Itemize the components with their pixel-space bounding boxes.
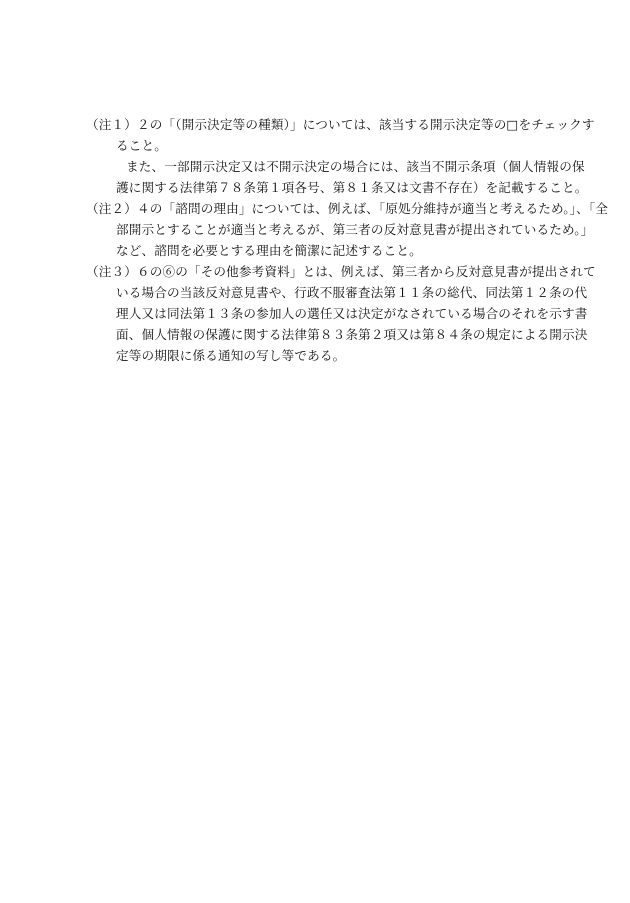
- note-1-line-4: 護に関する法律第７８条第１項各号、第８１条又は文書不存在）を記載すること。: [116, 180, 588, 195]
- note-3-line-2: いる場合の当該反対意見書や、行政不服審査法第１１条の総代、同法第１２条の代: [116, 285, 588, 300]
- note-1-line-1: （注１）２の「（開示決定等の種類）」については、該当する開示決定等の□をチェックす: [86, 117, 595, 132]
- note-2-line-1: （注２）４の「諮問の理由」については、例えば、「原処分維持が適当と考えるため。」、「全: [86, 201, 609, 216]
- note-1: [86, 114, 595, 198]
- note-3-line-4: 面、個人情報の保護に関する法律第８３条第２項又は第８４条の規定による開示決: [116, 327, 588, 342]
- note-2: [86, 198, 609, 261]
- note-2-line-3: など、諮問を必要とする理由を簡潔に記述すること。: [116, 243, 422, 258]
- note-3-line-3: 理人又は同法第１３条の参加人の選任又は決定がなされている場合のそれを示す書: [116, 306, 588, 321]
- note-1-line-2: ること。: [116, 138, 167, 153]
- note-3-line-1: （注３）６の⑥の「その他参考資料」とは、例えば、第三者から反対意見書が提出されて: [86, 264, 596, 279]
- notes-section: [86, 114, 609, 366]
- note-1-line-3: また、一部開示決定又は不開示決定の場合には、該当不開示条項（個人情報の保: [126, 159, 585, 174]
- note-3: [86, 261, 596, 366]
- note-3-line-5: 定等の期限に係る通知の写し等である。: [116, 348, 346, 363]
- note-2-line-2: 部開示とすることが適当と考えるが、第三者の反対意見書が提出されているため。」: [116, 222, 594, 237]
